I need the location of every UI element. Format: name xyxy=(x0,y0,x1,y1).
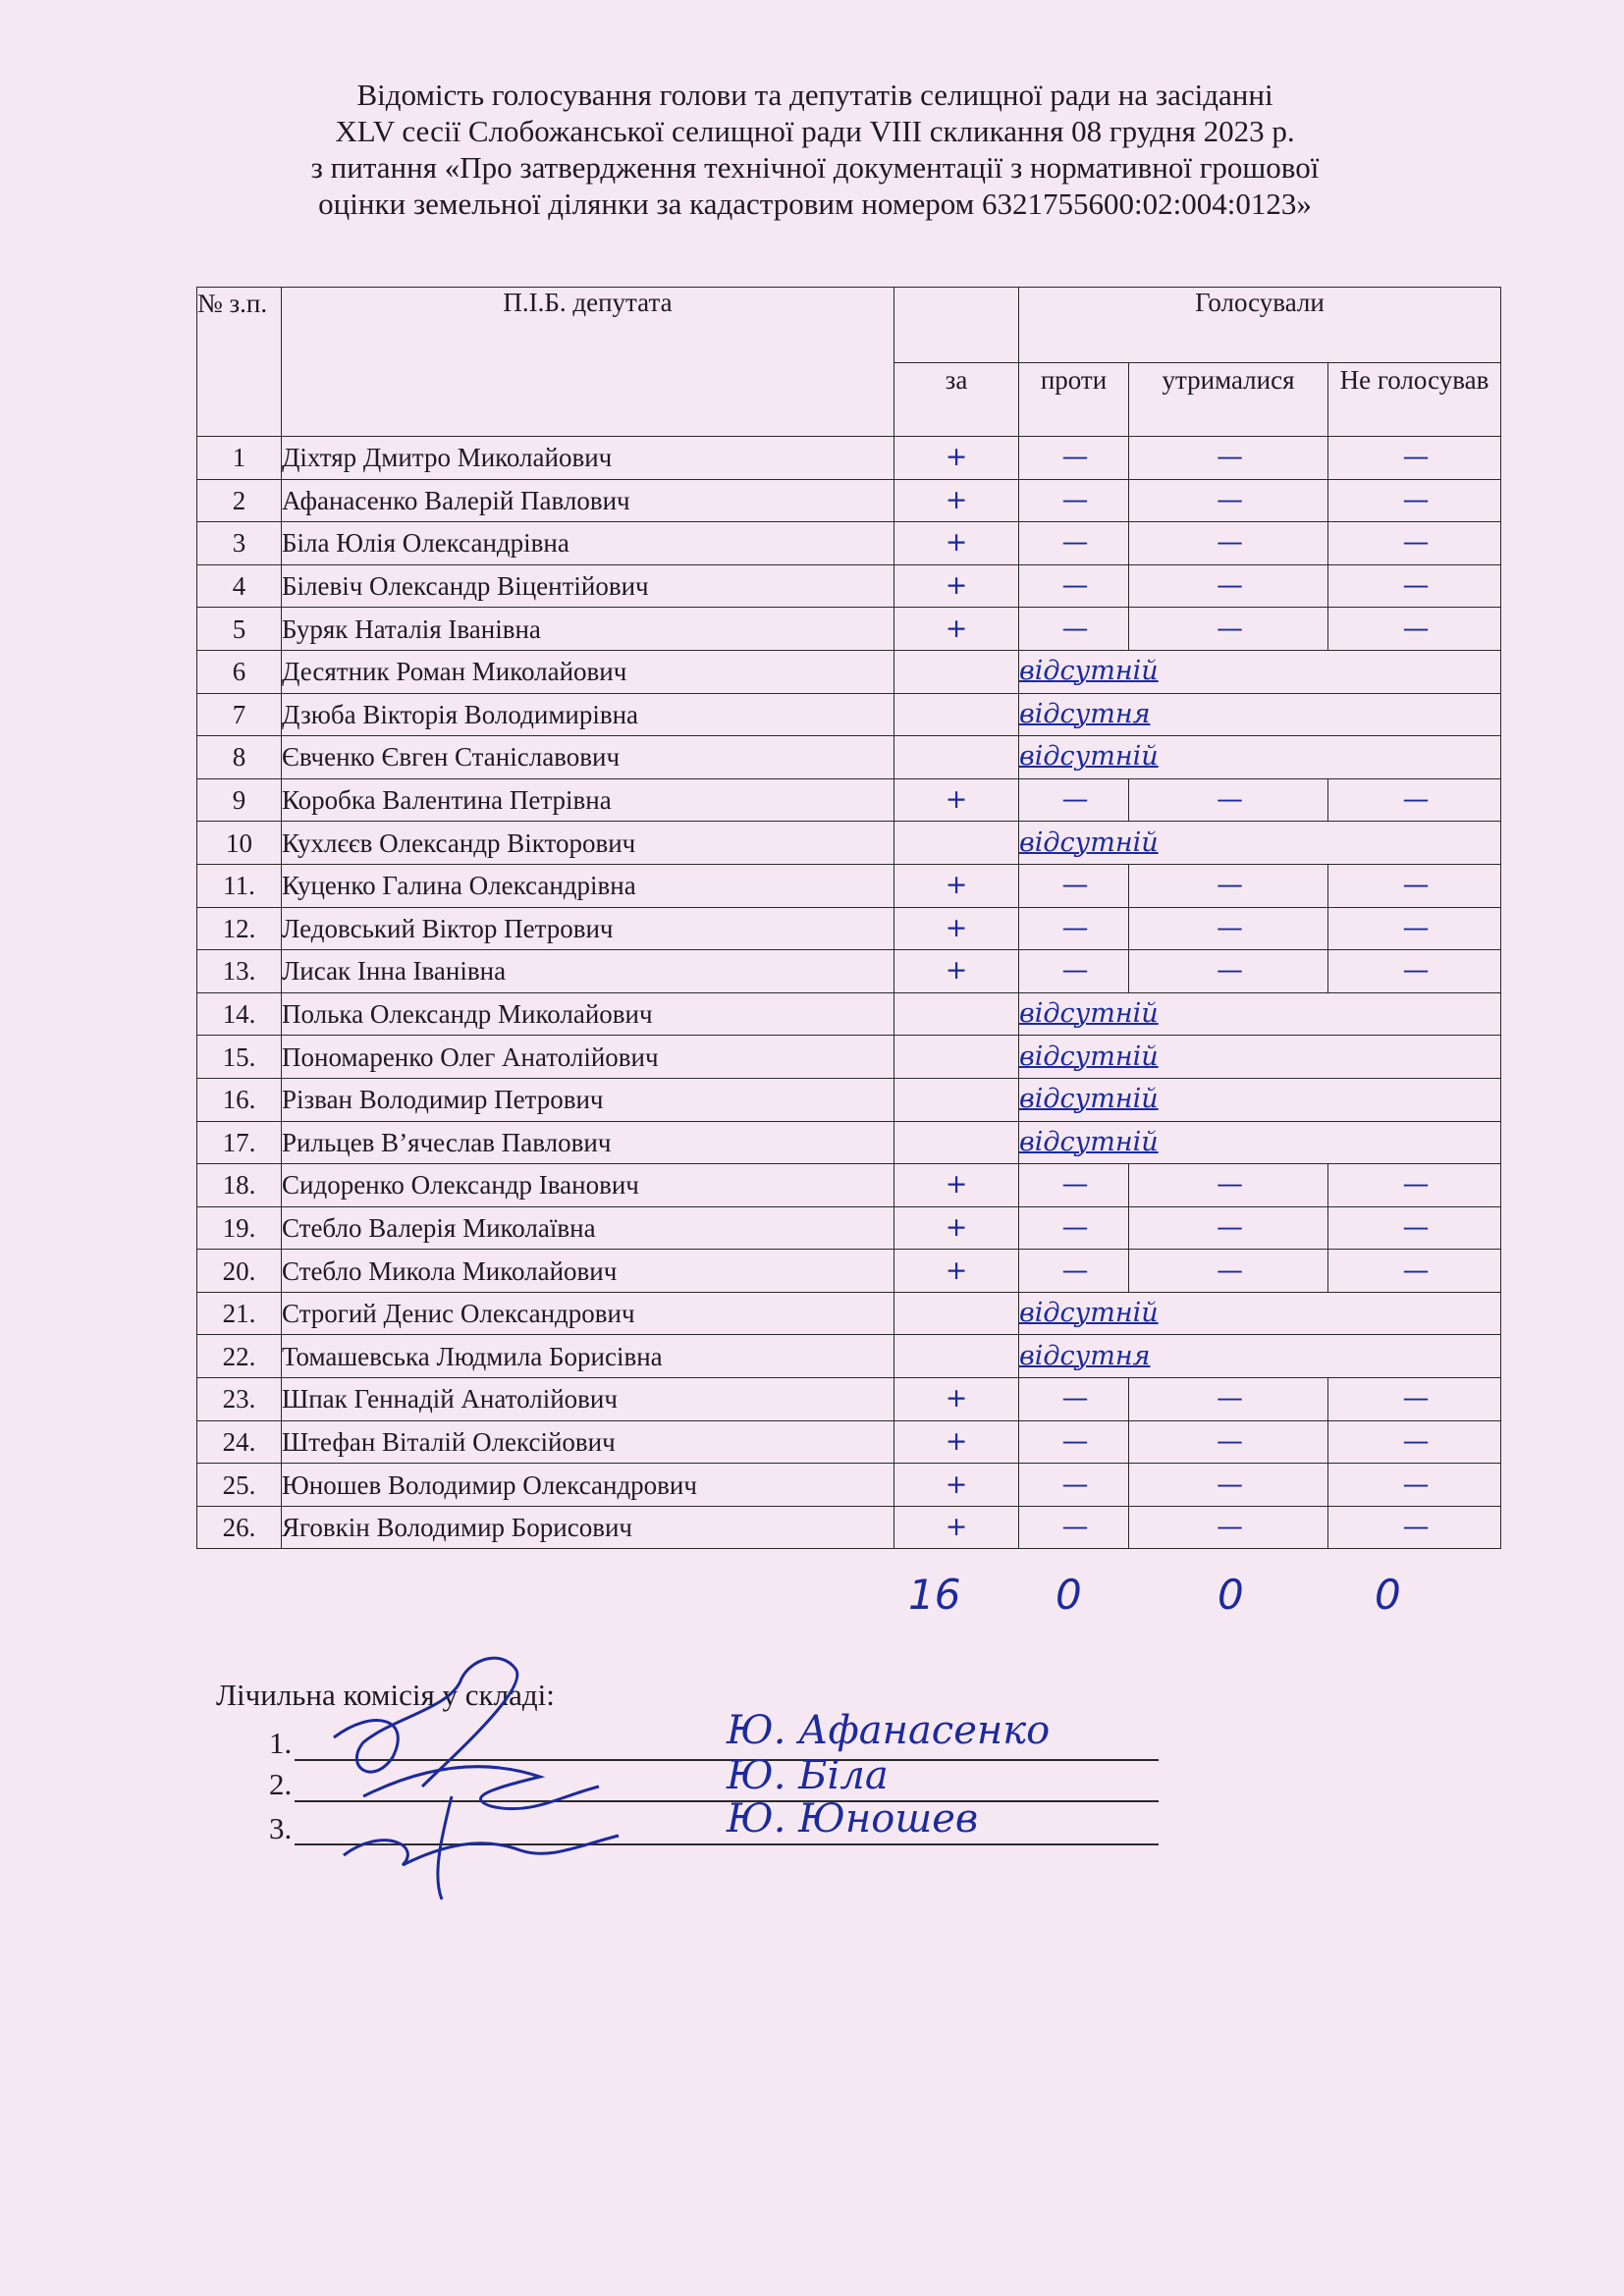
vote-za-mark: + xyxy=(894,907,1019,950)
row-number: 17. xyxy=(197,1121,282,1164)
total-utrymalysia: 0 xyxy=(1218,1571,1244,1619)
deputy-name: Куценко Галина Олександрівна xyxy=(282,864,894,907)
vote-ne-holosuvav-mark: — xyxy=(1328,437,1501,480)
row-number: 19. xyxy=(197,1206,282,1250)
vote-za-empty xyxy=(894,992,1019,1036)
row-number: 9 xyxy=(197,778,282,822)
vote-proty-mark: — xyxy=(1019,950,1129,993)
table-row xyxy=(197,479,1501,522)
vote-za-mark: + xyxy=(894,479,1019,522)
title-line-3: з питання «Про затвердження технічної документації з нормативної грошової xyxy=(310,150,1320,185)
absent-note: відсутній xyxy=(1019,1121,1501,1164)
vote-za-mark: + xyxy=(894,778,1019,822)
vote-za-empty xyxy=(894,650,1019,693)
vote-za-empty xyxy=(894,1036,1019,1079)
table-row xyxy=(197,437,1501,480)
header-votes-group: Голосували xyxy=(1019,288,1501,363)
row-number: 5 xyxy=(197,608,282,651)
table-row xyxy=(197,1078,1501,1121)
vote-proty-mark: — xyxy=(1019,437,1129,480)
vote-za-empty xyxy=(894,1121,1019,1164)
absent-note: відсутній xyxy=(1019,1292,1501,1335)
title-line-1: Відомість голосування голови та депутатів селищної ради на засіданні xyxy=(356,78,1273,112)
deputy-name: Біла Юлія Олександрівна xyxy=(282,522,894,565)
vote-proty-mark: — xyxy=(1019,1378,1129,1421)
deputy-name: Рильцев В’ячеслав Павлович xyxy=(282,1121,894,1164)
absent-note: відсутній xyxy=(1019,1078,1501,1121)
table-row xyxy=(197,1335,1501,1378)
row-number: 4 xyxy=(197,564,282,608)
header-number: № з.п. xyxy=(197,288,282,437)
row-number: 8 xyxy=(197,736,282,779)
header-ne-holosuvav: Не голосував xyxy=(1328,363,1501,437)
table-row xyxy=(197,778,1501,822)
vote-utrymalysia-mark: — xyxy=(1129,437,1328,480)
vote-proty-mark: — xyxy=(1019,1164,1129,1207)
row-number: 15. xyxy=(197,1036,282,1079)
table-row xyxy=(197,1250,1501,1293)
deputy-name: Пономаренко Олег Анатолійович xyxy=(282,1036,894,1079)
commission-member-2-number: 2. xyxy=(269,1767,293,1801)
vote-proty-mark: — xyxy=(1019,778,1129,822)
vote-za-mark: + xyxy=(894,1506,1019,1549)
deputy-name: Стебло Валерія Миколаївна xyxy=(282,1206,894,1250)
vote-utrymalysia-mark: — xyxy=(1129,1420,1328,1464)
vote-proty-mark: — xyxy=(1019,1464,1129,1507)
vote-utrymalysia-mark: — xyxy=(1129,950,1328,993)
vote-ne-holosuvav-mark: — xyxy=(1328,778,1501,822)
vote-ne-holosuvav-mark: — xyxy=(1328,1378,1501,1421)
vote-utrymalysia-mark: — xyxy=(1129,522,1328,565)
vote-ne-holosuvav-mark: — xyxy=(1328,864,1501,907)
deputy-name: Штефан Віталій Олексійович xyxy=(282,1420,894,1464)
deputy-name: Шпак Геннадій Анатолійович xyxy=(282,1378,894,1421)
table-row xyxy=(197,992,1501,1036)
row-number: 25. xyxy=(197,1464,282,1507)
vote-za-mark: + xyxy=(894,1420,1019,1464)
vote-ne-holosuvav-mark: — xyxy=(1328,950,1501,993)
row-number: 26. xyxy=(197,1506,282,1549)
deputy-name: Різван Володимир Петрович xyxy=(282,1078,894,1121)
vote-ne-holosuvav-mark: — xyxy=(1328,907,1501,950)
deputy-name: Десятник Роман Миколайович xyxy=(282,650,894,693)
total-ne-holosuvav: 0 xyxy=(1375,1571,1401,1619)
absent-note: відсутній xyxy=(1019,1036,1501,1079)
deputy-name: Діхтяр Дмитро Миколайович xyxy=(282,437,894,480)
table-row xyxy=(197,693,1501,736)
deputy-name: Полька Олександр Миколайович xyxy=(282,992,894,1036)
vote-za-mark: + xyxy=(894,564,1019,608)
deputy-name: Юношев Володимир Олександрович xyxy=(282,1464,894,1507)
vote-za-mark: + xyxy=(894,864,1019,907)
table-row xyxy=(197,1292,1501,1335)
vote-proty-mark: — xyxy=(1019,564,1129,608)
table-row xyxy=(197,822,1501,865)
total-za: 16 xyxy=(908,1571,961,1619)
commission-member-3-number: 3. xyxy=(269,1811,293,1845)
deputy-name: Буряк Наталія Іванівна xyxy=(282,608,894,651)
vote-ne-holosuvav-mark: — xyxy=(1328,479,1501,522)
table-row xyxy=(197,564,1501,608)
vote-ne-holosuvav-mark: — xyxy=(1328,1464,1501,1507)
deputy-name: Томашевська Людмила Борисівна xyxy=(282,1335,894,1378)
vote-proty-mark: — xyxy=(1019,1206,1129,1250)
vote-proty-mark: — xyxy=(1019,1420,1129,1464)
row-number: 12. xyxy=(197,907,282,950)
vote-za-mark: + xyxy=(894,1164,1019,1207)
absent-note: відсутня xyxy=(1019,693,1501,736)
vote-za-empty xyxy=(894,736,1019,779)
row-number: 14. xyxy=(197,992,282,1036)
table-row xyxy=(197,907,1501,950)
vote-utrymalysia-mark: — xyxy=(1129,907,1328,950)
vote-ne-holosuvav-mark: — xyxy=(1328,1164,1501,1207)
vote-za-mark: + xyxy=(894,950,1019,993)
table-row xyxy=(197,1464,1501,1507)
absent-note: відсутня xyxy=(1019,1335,1501,1378)
deputy-name: Дзюба Вікторія Володимирівна xyxy=(282,693,894,736)
vote-za-mark: + xyxy=(894,608,1019,651)
commission-member-3-name: Ю. Юношев xyxy=(727,1796,979,1842)
table-row xyxy=(197,1164,1501,1207)
row-number: 13. xyxy=(197,950,282,993)
table-row xyxy=(197,864,1501,907)
deputy-name: Білевіч Олександр Віцентійович xyxy=(282,564,894,608)
header-za: за xyxy=(894,363,1019,437)
deputy-name: Євченко Євген Станіславович xyxy=(282,736,894,779)
vote-utrymalysia-mark: — xyxy=(1129,479,1328,522)
total-proty: 0 xyxy=(1056,1571,1082,1619)
vote-ne-holosuvav-mark: — xyxy=(1328,1420,1501,1464)
vote-za-mark: + xyxy=(894,1378,1019,1421)
table-row xyxy=(197,1036,1501,1079)
row-number: 18. xyxy=(197,1164,282,1207)
row-number: 20. xyxy=(197,1250,282,1293)
deputy-name: Коробка Валентина Петрівна xyxy=(282,778,894,822)
vote-utrymalysia-mark: — xyxy=(1129,1164,1328,1207)
vote-za-empty xyxy=(894,693,1019,736)
vote-utrymalysia-mark: — xyxy=(1129,564,1328,608)
vote-za-mark: + xyxy=(894,1250,1019,1293)
vote-ne-holosuvav-mark: — xyxy=(1328,564,1501,608)
table-row xyxy=(197,1420,1501,1464)
title-line-4: оцінки земельної ділянки за кадастровим номером 6321755600:02:004:0123» xyxy=(318,187,1312,221)
row-number: 23. xyxy=(197,1378,282,1421)
header-proty: проти xyxy=(1019,363,1129,437)
title-line-2: XLV сесії Слобожанської селищної ради VIII скликання 08 грудня 2023 р. xyxy=(335,114,1295,148)
table-row xyxy=(197,950,1501,993)
absent-note: відсутній xyxy=(1019,650,1501,693)
deputy-name: Афанасенко Валерій Павлович xyxy=(282,479,894,522)
row-number: 22. xyxy=(197,1335,282,1378)
commission-member-1-name: Ю. Афанасенко xyxy=(727,1708,1051,1753)
vote-proty-mark: — xyxy=(1019,522,1129,565)
vote-za-mark: + xyxy=(894,437,1019,480)
vote-proty-mark: — xyxy=(1019,907,1129,950)
row-number: 21. xyxy=(197,1292,282,1335)
table-row xyxy=(197,1378,1501,1421)
vote-za-empty xyxy=(894,1292,1019,1335)
vote-za-empty xyxy=(894,822,1019,865)
deputy-name: Стебло Микола Миколайович xyxy=(282,1250,894,1293)
absent-note: відсутній xyxy=(1019,992,1501,1036)
vote-za-mark: + xyxy=(894,1206,1019,1250)
vote-utrymalysia-mark: — xyxy=(1129,1464,1328,1507)
absent-note: відсутній xyxy=(1019,822,1501,865)
row-number: 24. xyxy=(197,1420,282,1464)
row-number: 11. xyxy=(197,864,282,907)
commission-label: Лічильна комісія у складі: xyxy=(216,1678,555,1712)
vote-proty-mark: — xyxy=(1019,608,1129,651)
table-row xyxy=(197,608,1501,651)
table-row xyxy=(197,736,1501,779)
vote-utrymalysia-mark: — xyxy=(1129,864,1328,907)
handwritten-signatures xyxy=(304,1649,717,1904)
row-number: 16. xyxy=(197,1078,282,1121)
vote-ne-holosuvav-mark: — xyxy=(1328,1506,1501,1549)
vote-ne-holosuvav-mark: — xyxy=(1328,1250,1501,1293)
deputy-name: Лисак Інна Іванівна xyxy=(282,950,894,993)
table-row xyxy=(197,1506,1501,1549)
vote-utrymalysia-mark: — xyxy=(1129,778,1328,822)
voting-rows xyxy=(197,437,1501,1549)
row-number: 1 xyxy=(197,437,282,480)
vote-utrymalysia-mark: — xyxy=(1129,608,1328,651)
row-number: 7 xyxy=(197,693,282,736)
vote-utrymalysia-mark: — xyxy=(1129,1250,1328,1293)
header-utrymalysia: утрималися xyxy=(1129,363,1328,437)
vote-za-mark: + xyxy=(894,1464,1019,1507)
deputy-name: Строгий Денис Олександрович xyxy=(282,1292,894,1335)
vote-za-empty xyxy=(894,1078,1019,1121)
row-number: 10 xyxy=(197,822,282,865)
row-number: 6 xyxy=(197,650,282,693)
vote-ne-holosuvav-mark: — xyxy=(1328,522,1501,565)
deputy-name: Ледовський Віктор Петрович xyxy=(282,907,894,950)
deputy-name: Яговкін Володимир Борисович xyxy=(282,1506,894,1549)
table-row xyxy=(197,650,1501,693)
vote-utrymalysia-mark: — xyxy=(1129,1206,1328,1250)
vote-ne-holosuvav-mark: — xyxy=(1328,1206,1501,1250)
vote-proty-mark: — xyxy=(1019,864,1129,907)
vote-za-empty xyxy=(894,1335,1019,1378)
deputy-name: Сидоренко Олександр Іванович xyxy=(282,1164,894,1207)
deputy-name: Кухлєєв Олександр Вікторович xyxy=(282,822,894,865)
table-row xyxy=(197,1121,1501,1164)
row-number: 2 xyxy=(197,479,282,522)
vote-proty-mark: — xyxy=(1019,1506,1129,1549)
vote-utrymalysia-mark: — xyxy=(1129,1506,1328,1549)
vote-utrymalysia-mark: — xyxy=(1129,1378,1328,1421)
commission-member-1-number: 1. xyxy=(269,1726,293,1760)
table-row xyxy=(197,522,1501,565)
vote-ne-holosuvav-mark: — xyxy=(1328,608,1501,651)
voting-table xyxy=(196,287,1501,1549)
absent-note: відсутній xyxy=(1019,736,1501,779)
vote-proty-mark: — xyxy=(1019,1250,1129,1293)
vote-za-mark: + xyxy=(894,522,1019,565)
header-deputy-name: П.І.Б. депутата xyxy=(282,288,894,437)
document-title xyxy=(216,77,1414,222)
commission-member-2-name: Ю. Біла xyxy=(727,1753,889,1798)
header-blank xyxy=(894,288,1019,363)
vote-proty-mark: — xyxy=(1019,479,1129,522)
table-row xyxy=(197,1206,1501,1250)
row-number: 3 xyxy=(197,522,282,565)
